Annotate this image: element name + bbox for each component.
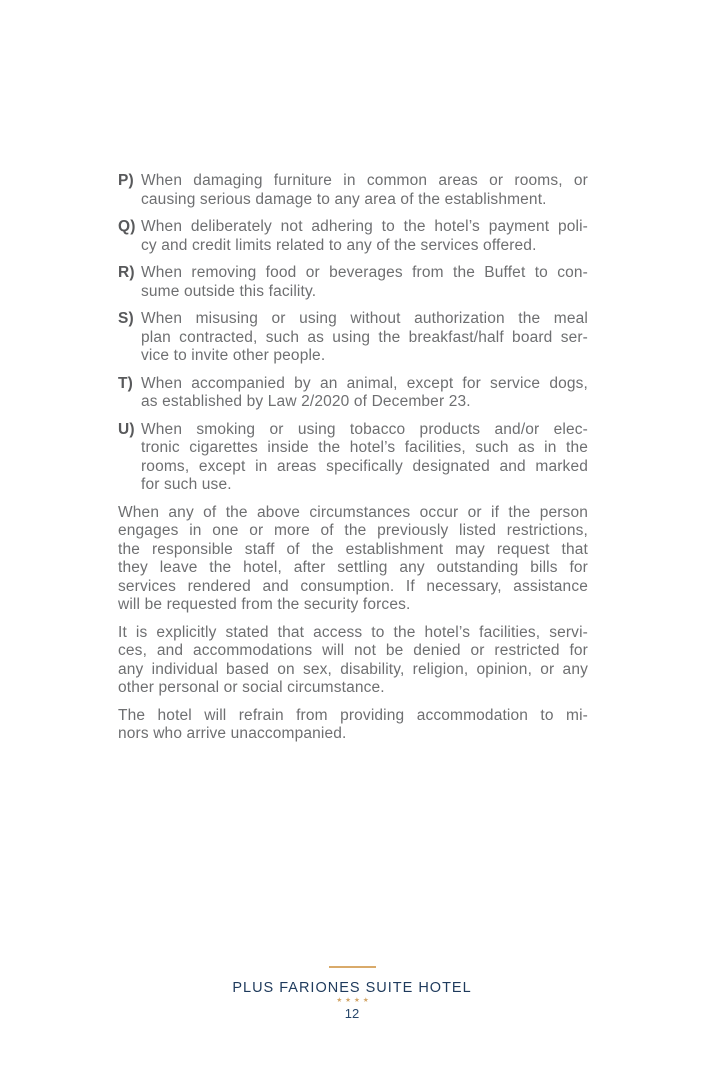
text-line: sume outside this facility. (141, 282, 317, 300)
text-line: cy and credit limits related to any of the services offered. (141, 236, 537, 254)
text-line: other personal or social circumstance. (118, 679, 385, 696)
list-item-t (118, 375, 588, 412)
list-item-label: U) (118, 420, 135, 438)
page-number: 12 (344, 1006, 360, 1021)
list-item-label: Q) (118, 218, 136, 235)
text-line: When misusing or using without authorization the meal (141, 310, 588, 327)
star-rating-icons: ★★★★ (336, 997, 372, 1004)
list-item-p (118, 172, 588, 209)
text-line: tronic cigarettes inside the hotel’s facilities, such as in the (141, 439, 588, 456)
text-line: nors who arrive unaccompanied. (118, 725, 347, 742)
text-line: any individual based on sex, disability, religion, opinion, or any (118, 660, 588, 678)
text-line: When accompanied by an animal, except for service dogs, (141, 374, 588, 392)
paragraph-non-discrimination (118, 624, 588, 698)
list-item-r (118, 264, 588, 301)
text-line: vice to invite other people. (141, 347, 326, 364)
text-line: The hotel will refrain from providing accommodation to mi- (118, 706, 588, 724)
hotel-name: PLUS FARIONES SUITE HOTEL (232, 980, 472, 996)
text-line: When damaging furniture in common areas or rooms, or (141, 172, 588, 189)
text-line: engages in one or more of the previously listed restrictions, (118, 522, 588, 539)
list-item-q (118, 218, 588, 255)
text-line: causing serious damage to any area of the establishment. (141, 190, 547, 208)
text-line: When removing food or beverages from the Buffet to con- (141, 264, 588, 281)
list-item-s (118, 310, 588, 366)
text-line: services rendered and consumption. If necessary, assistance (118, 577, 588, 595)
text-line: as established by Law 2/2020 of December 23. (141, 393, 471, 410)
text-line: ces, and accommodations will not be denied or restricted for (118, 642, 588, 659)
paragraph-consequences (118, 504, 588, 615)
list-item-label: S) (118, 310, 134, 327)
paragraph-minors (118, 707, 588, 744)
text-line: When smoking or using tobacco products and/or elec- (141, 420, 588, 438)
text-line: they leave the hotel, after settling any outstanding bills for (118, 559, 588, 576)
text-line: the responsible staff of the establishment may request that (118, 540, 588, 558)
list-item-label: R) (118, 264, 135, 281)
policy-content (118, 172, 588, 753)
text-line: for such use. (141, 476, 232, 493)
text-line: plan contracted, such as using the breakfast/half board ser- (141, 328, 588, 346)
list-item-label: T) (118, 374, 133, 392)
text-line: When deliberately not adhering to the hotel’s payment poli- (141, 218, 588, 235)
footer-divider-line (329, 966, 376, 968)
list-item-label: P) (118, 172, 134, 189)
text-line: When any of the above circumstances occur or if the person (118, 503, 588, 521)
text-line: It is explicitly stated that access to the hotel’s facilities, servi- (118, 623, 588, 641)
text-line: will be requested from the security forces. (118, 596, 411, 613)
text-line: rooms, except in areas specifically designated and marked (141, 457, 588, 475)
list-item-u (118, 421, 588, 495)
